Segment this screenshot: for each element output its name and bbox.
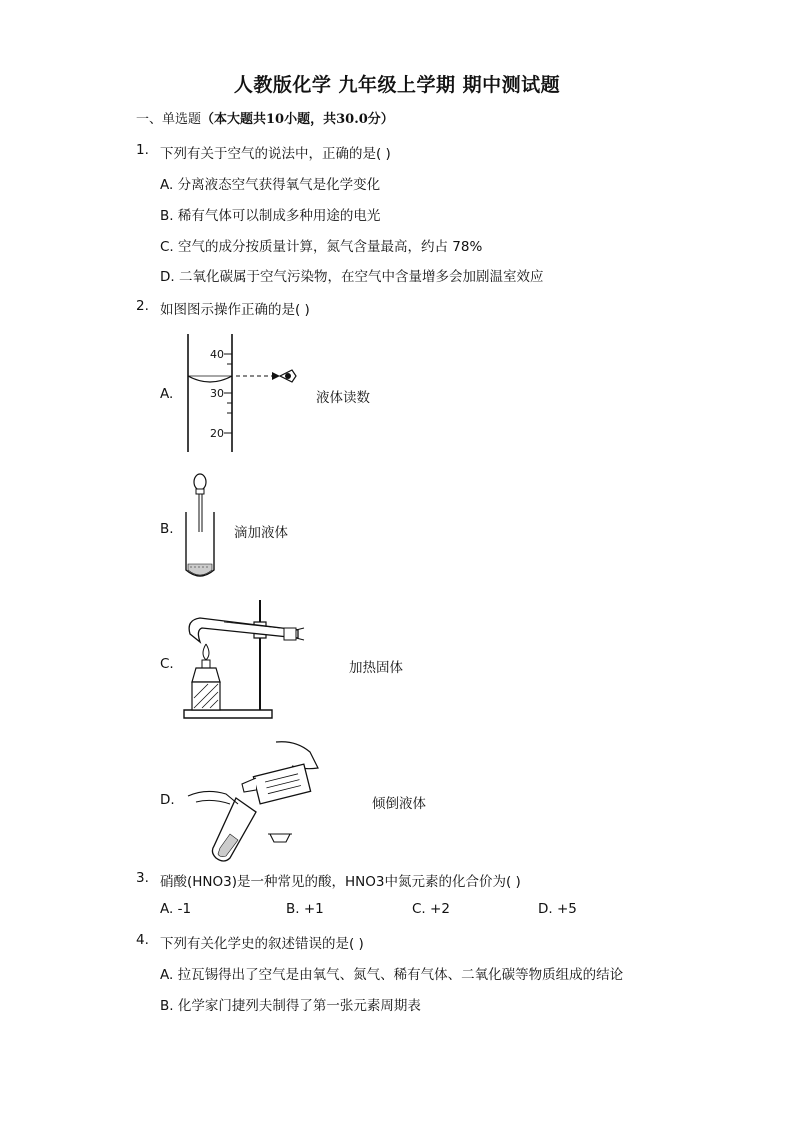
q3-option-a[interactable] [160, 901, 191, 917]
q2-option-a-letter[interactable]: A. [160, 386, 174, 402]
option-text: 二氧化碳属于空气污染物，在空气中含量增多会加剧温室效应 [178, 269, 544, 285]
question-1-text: 下列有关于空气的说法中，正确的是( ) [160, 146, 391, 162]
q2-option-b-letter[interactable]: B. [160, 521, 174, 537]
graduated-cylinder-figure [180, 334, 300, 454]
question-3-number: 3. [136, 870, 149, 886]
option-letter: D. [538, 901, 553, 917]
scale-label-40: 40 [210, 348, 224, 361]
option-letter: B. [160, 998, 174, 1014]
option-text: -1 [177, 901, 192, 917]
scale-label-30: 30 [210, 387, 224, 400]
option-text: +2 [430, 901, 450, 917]
q1-option-d[interactable] [160, 265, 543, 285]
q3-option-c[interactable] [412, 901, 450, 917]
option-letter: A. [160, 967, 174, 983]
option-text: 空气的成分按质量计算，氮气含量最高，约占 78% [178, 239, 483, 255]
question-2-number: 2. [136, 298, 149, 314]
question-2-text: 如图图示操作正确的是( ) [160, 302, 310, 318]
q1-option-c[interactable] [160, 235, 482, 255]
option-letter: C. [412, 901, 426, 917]
q2-option-b-caption: 滴加液体 [234, 525, 288, 541]
heating-solid-figure [180, 598, 310, 724]
dropper-test-tube-figure [176, 472, 226, 584]
option-letter: D. [160, 269, 175, 285]
option-text: 化学家门捷列夫制得了第一张元素周期表 [177, 998, 421, 1014]
question-4-text: 下列有关化学史的叙述错误的是( ) [160, 936, 364, 952]
q4-option-b[interactable] [160, 994, 421, 1014]
question-4-number: 4. [136, 932, 149, 948]
option-text: 分离液态空气获得氧气是化学变化 [177, 177, 381, 193]
section-prefix: 一、单选题 [136, 112, 202, 127]
scale-label-20: 20 [210, 427, 224, 440]
section-header [136, 108, 394, 127]
option-letter: A. [160, 177, 174, 193]
page-title: 人教版化学 九年级上学期 期中测试题 [233, 74, 561, 96]
question-3-text: 硝酸(HNO3)是一种常见的酸，HNO3中氮元素的化合价为( ) [160, 874, 521, 890]
q2-option-d-letter[interactable]: D. [160, 792, 175, 808]
q3-option-d[interactable] [538, 901, 577, 917]
option-letter: A. [160, 901, 174, 917]
q2-option-c-caption: 加热固体 [349, 660, 403, 676]
pouring-liquid-figure [186, 738, 326, 864]
option-letter: B. [160, 208, 174, 224]
q3-option-b[interactable] [286, 901, 324, 917]
option-text: +5 [556, 901, 577, 917]
option-letter: B. [286, 901, 300, 917]
option-text: +1 [303, 901, 324, 917]
q1-option-b[interactable] [160, 204, 380, 224]
q4-option-a[interactable] [160, 963, 623, 983]
section-info: （本大题共10小题，共30.0分） [201, 112, 394, 127]
option-letter: C. [160, 239, 174, 255]
question-1-number: 1. [136, 142, 149, 158]
q2-option-d-caption: 倾倒液体 [372, 796, 426, 812]
q2-option-c-letter[interactable]: C. [160, 656, 174, 672]
q2-option-a-caption: 液体读数 [316, 390, 370, 406]
option-text: 拉瓦锡得出了空气是由氧气、氮气、稀有气体、二氧化碳等物质组成的结论 [177, 967, 624, 983]
option-text: 稀有气体可以制成多种用途的电光 [177, 208, 381, 224]
q1-option-a[interactable] [160, 173, 380, 193]
